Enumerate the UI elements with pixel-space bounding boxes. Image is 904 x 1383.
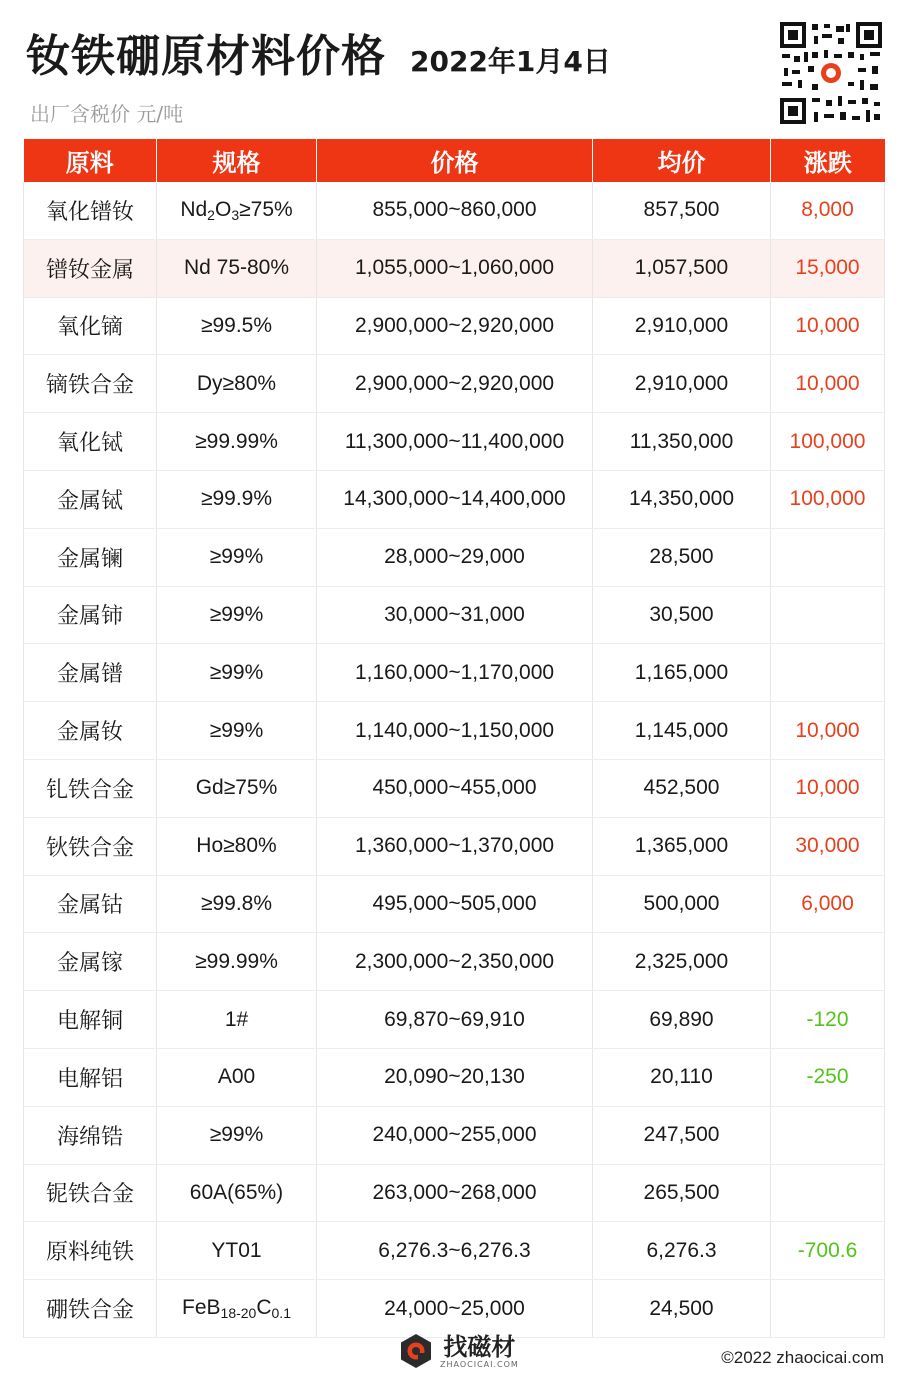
table-header-row [24,139,885,182]
average-cell: 2,910,000 [593,355,771,413]
price-cell: 495,000~505,000 [317,875,593,933]
spec-cell: ≥99.99% [157,413,317,471]
brand-name: 找磁材 [443,1332,516,1361]
spec-cell: 1# [157,991,317,1049]
table-row [24,1280,885,1338]
price-cell: 263,000~268,000 [317,1164,593,1222]
average-cell: 1,057,500 [593,239,771,297]
change-cell [771,1164,885,1222]
material-cell: 氧化镨钕 [24,182,157,239]
price-unit-note: 出厂含税价 元/吨 [30,102,184,126]
change-cell [771,1280,885,1338]
average-cell: 500,000 [593,875,771,933]
average-cell: 2,910,000 [593,297,771,355]
change-cell: -250 [771,1048,885,1106]
spec-cell: ≥99% [157,644,317,702]
change-cell: 10,000 [771,759,885,817]
spec-cell: FeB18-20C0.1 [157,1280,317,1338]
table-row [24,470,885,528]
brand-logo-icon [398,1333,434,1369]
change-cell: 6,000 [771,875,885,933]
price-cell: 30,000~31,000 [317,586,593,644]
material-cell: 海绵锆 [24,1106,157,1164]
material-cell: 金属镓 [24,933,157,991]
spec-cell: Nd 75-80% [157,239,317,297]
average-cell: 452,500 [593,759,771,817]
price-table [23,139,885,1338]
average-cell: 265,500 [593,1164,771,1222]
average-cell: 1,165,000 [593,644,771,702]
price-cell: 28,000~29,000 [317,528,593,586]
price-cell: 855,000~860,000 [317,182,593,239]
spec-cell: ≥99.9% [157,470,317,528]
average-cell: 6,276.3 [593,1222,771,1280]
price-cell: 2,900,000~2,920,000 [317,297,593,355]
spec-cell: $Nd_2O_3\ge 75\%$ [157,182,317,239]
table-row [24,1222,885,1280]
page-title: 钕铁硼原材料价格 [26,31,386,82]
price-cell: 2,300,000~2,350,000 [317,933,593,991]
material-cell: 金属镨 [24,644,157,702]
average-cell: 11,350,000 [593,413,771,471]
change-cell: 10,000 [771,702,885,760]
change-cell: 10,000 [771,355,885,413]
price-cell: 24,000~25,000 [317,1280,593,1338]
material-cell: 钬铁合金 [24,817,157,875]
spec-cell: 60A(65%) [157,1164,317,1222]
change-cell: 30,000 [771,817,885,875]
material-cell: 氧化铽 [24,413,157,471]
average-cell: 30,500 [593,586,771,644]
average-cell: 28,500 [593,528,771,586]
column-header-average: 均价 [593,139,771,182]
table-row [24,702,885,760]
page-date: 2022年1月4日 [410,45,611,78]
average-cell: 24,500 [593,1280,771,1338]
price-cell: 2,900,000~2,920,000 [317,355,593,413]
brand-logo [398,1330,519,1372]
material-cell: 金属钴 [24,875,157,933]
average-cell: 2,325,000 [593,933,771,991]
price-cell: 11,300,000~11,400,000 [317,413,593,471]
material-cell: 氧化镝 [24,297,157,355]
column-header-price: 价格 [317,139,593,182]
price-cell: 6,276.3~6,276.3 [317,1222,593,1280]
material-cell: 电解铜 [24,991,157,1049]
brand-domain: ZHAOCICAI.COM [440,1359,519,1369]
copyright-text: ©2022 zhaocicai.com [721,1348,884,1367]
price-cell: 14,300,000~14,400,000 [317,470,593,528]
spec-cell: ≥99% [157,1106,317,1164]
material-cell: 金属铈 [24,586,157,644]
column-header-change: 涨跌 [771,139,885,182]
average-cell: 857,500 [593,182,771,239]
change-cell: 100,000 [771,413,885,471]
spec-cell: ≥99% [157,586,317,644]
table-row [24,933,885,991]
spec-cell: Ho≥80% [157,817,317,875]
average-cell: 247,500 [593,1106,771,1164]
spec-cell: ≥99% [157,702,317,760]
price-cell: 1,140,000~1,150,000 [317,702,593,760]
price-cell: 1,360,000~1,370,000 [317,817,593,875]
qr-code-icon [778,20,884,126]
table-row [24,1106,885,1164]
table-row [24,817,885,875]
change-cell: 8,000 [771,182,885,239]
change-cell: 15,000 [771,239,885,297]
spec-cell: ≥99% [157,528,317,586]
average-cell: 1,365,000 [593,817,771,875]
spec-cell: ≥99.99% [157,933,317,991]
table-row [24,182,885,239]
average-cell: 1,145,000 [593,702,771,760]
average-cell: 20,110 [593,1048,771,1106]
material-cell: 金属镧 [24,528,157,586]
material-cell: 镝铁合金 [24,355,157,413]
spec-cell: Dy≥80% [157,355,317,413]
table-row [24,644,885,702]
table-row [24,355,885,413]
spec-cell: YT01 [157,1222,317,1280]
change-cell [771,1106,885,1164]
table-row [24,759,885,817]
spec-cell: ≥99.5% [157,297,317,355]
change-cell [771,586,885,644]
table-row [24,297,885,355]
price-cell: 450,000~455,000 [317,759,593,817]
material-cell: 电解铝 [24,1048,157,1106]
table-row [24,528,885,586]
change-cell: 100,000 [771,470,885,528]
change-cell [771,933,885,991]
table-row [24,413,885,471]
material-cell: 金属铽 [24,470,157,528]
spec-cell: A00 [157,1048,317,1106]
material-cell: 硼铁合金 [24,1280,157,1338]
price-cell: 1,160,000~1,170,000 [317,644,593,702]
price-cell: 1,055,000~1,060,000 [317,239,593,297]
table-row [24,239,885,297]
table-row [24,875,885,933]
material-cell: 金属钕 [24,702,157,760]
change-cell: -120 [771,991,885,1049]
table-row [24,1048,885,1106]
average-cell: 69,890 [593,991,771,1049]
column-header-material: 原料 [24,139,157,182]
change-cell: 10,000 [771,297,885,355]
material-cell: 原料纯铁 [24,1222,157,1280]
change-cell [771,644,885,702]
table-row [24,586,885,644]
material-cell: 钆铁合金 [24,759,157,817]
material-cell: 镨钕金属 [24,239,157,297]
table-row [24,991,885,1049]
price-cell: 69,870~69,910 [317,991,593,1049]
price-cell: 20,090~20,130 [317,1048,593,1106]
spec-cell: ≥99.8% [157,875,317,933]
spec-cell: Gd≥75% [157,759,317,817]
column-header-spec: 规格 [157,139,317,182]
average-cell: 14,350,000 [593,470,771,528]
change-cell: -700.6 [771,1222,885,1280]
change-cell [771,528,885,586]
price-cell: 240,000~255,000 [317,1106,593,1164]
table-row [24,1164,885,1222]
material-cell: 铌铁合金 [24,1164,157,1222]
